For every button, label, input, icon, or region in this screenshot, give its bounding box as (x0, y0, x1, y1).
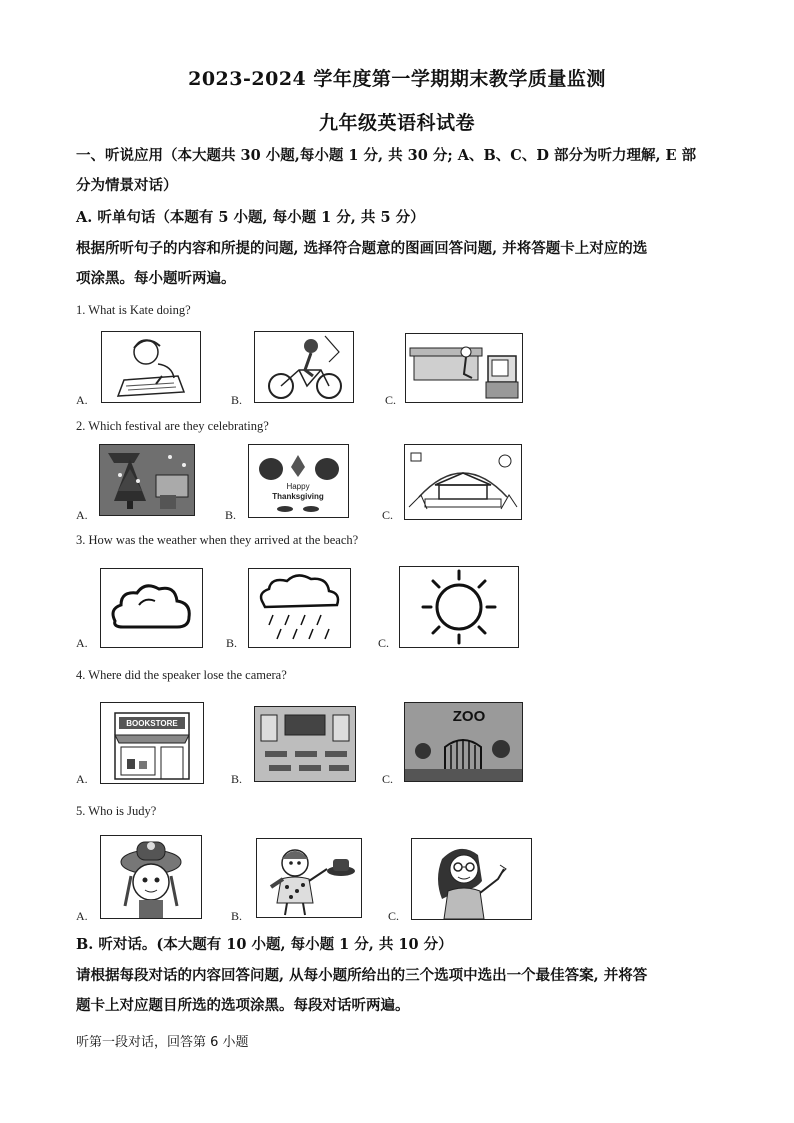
section-heading-line2: 分为情景对话） (76, 177, 178, 194)
q5-option-b[interactable]: B. (231, 909, 243, 923)
q1-picture-a-writing (101, 331, 201, 403)
q1-picture-c-watching-tv (405, 333, 523, 403)
q5-option-a[interactable]: A. (76, 909, 88, 923)
q3-option-b[interactable]: B. (226, 636, 238, 650)
q2-option-a[interactable]: A. (76, 508, 88, 522)
q1-option-a[interactable]: A. (76, 393, 88, 407)
q2-option-b[interactable]: B. (225, 508, 237, 522)
question-2: 2. Which festival are they celebrating? (76, 419, 269, 433)
q5-picture-a-girl-with-hat (100, 835, 202, 919)
q4-picture-c-zoo (404, 702, 523, 782)
q2-thanksgiving-text: Thanksgiving (272, 492, 324, 501)
q2-picture-b-thanksgiving (248, 444, 349, 518)
part-b-heading: B. 听对话。(本大题有 10 小题, 每小题 1 分, 共 10 分） (76, 936, 453, 953)
q1-option-b[interactable]: B. (231, 393, 243, 407)
q5-picture-b-girl-holding-hat (256, 838, 362, 918)
q1-picture-b-riding-bike (254, 331, 354, 403)
q4-option-a[interactable]: A. (76, 772, 88, 786)
q4-picture-b-classroom (254, 706, 356, 782)
part-b-instruction-line2: 题卡上对应题目所选的选项涂黑。每段对话听两遍。 (76, 997, 410, 1014)
section-heading-line1: 一、听说应用（本大题共 30 小题,每小题 1 分, 共 30 分; A、B、C、D 部分为听力理解, E 部 (76, 147, 697, 164)
question-3: 3. How was the weather when they arrived at the beach? (76, 533, 359, 547)
q4-bookstore-sign: BOOKSTORE (126, 719, 178, 728)
question-4: 4. Where did the speaker lose the camera? (76, 668, 287, 682)
q3-picture-c-sunny (399, 566, 519, 648)
question-5: 5. Who is Judy? (76, 804, 157, 818)
part-a-heading: A. 听单句话（本题有 5 小题, 每小题 1 分, 共 5 分） (76, 209, 425, 226)
q1-option-c[interactable]: C. (385, 393, 397, 407)
q2-thanksgiving-text-happy: Happy (286, 482, 310, 491)
q3-option-a[interactable]: A. (76, 636, 88, 650)
q3-picture-a-cloudy (100, 568, 203, 648)
q2-picture-a-christmas (99, 444, 195, 516)
dialogue-1-note: 听第一段对话，回答第 6 小题 (76, 1035, 249, 1050)
q4-picture-a-bookstore (100, 702, 204, 784)
q3-option-c[interactable]: C. (378, 636, 390, 650)
q4-option-c[interactable]: C. (382, 772, 394, 786)
q4-option-b[interactable]: B. (231, 772, 243, 786)
q5-option-c[interactable]: C. (388, 909, 400, 923)
q2-picture-c-national-day (404, 444, 522, 520)
q4-zoo-sign: ZOO (452, 708, 486, 725)
q5-picture-c-girl-with-glasses (411, 838, 532, 920)
q3-picture-b-rainy (248, 568, 351, 648)
part-b-instruction-line1: 请根据每段对话的内容回答问题, 从每小题所给出的三个选项中选出一个最佳答案, 并将答 (76, 967, 648, 984)
question-1: 1. What is Kate doing? (76, 303, 191, 317)
exam-title: 2023-2024 学年度第一学期期末教学质量监测 (188, 68, 606, 90)
part-a-instruction-line1: 根据所听句子的内容和所提的问题, 选择符合题意的图画回答问题, 并将答题卡上对应的选 (76, 240, 648, 257)
part-a-instruction-line2: 项涂黑。每小题听两遍。 (76, 270, 236, 287)
exam-subtitle: 九年级英语科试卷 (318, 112, 475, 134)
q2-option-c[interactable]: C. (382, 508, 394, 522)
